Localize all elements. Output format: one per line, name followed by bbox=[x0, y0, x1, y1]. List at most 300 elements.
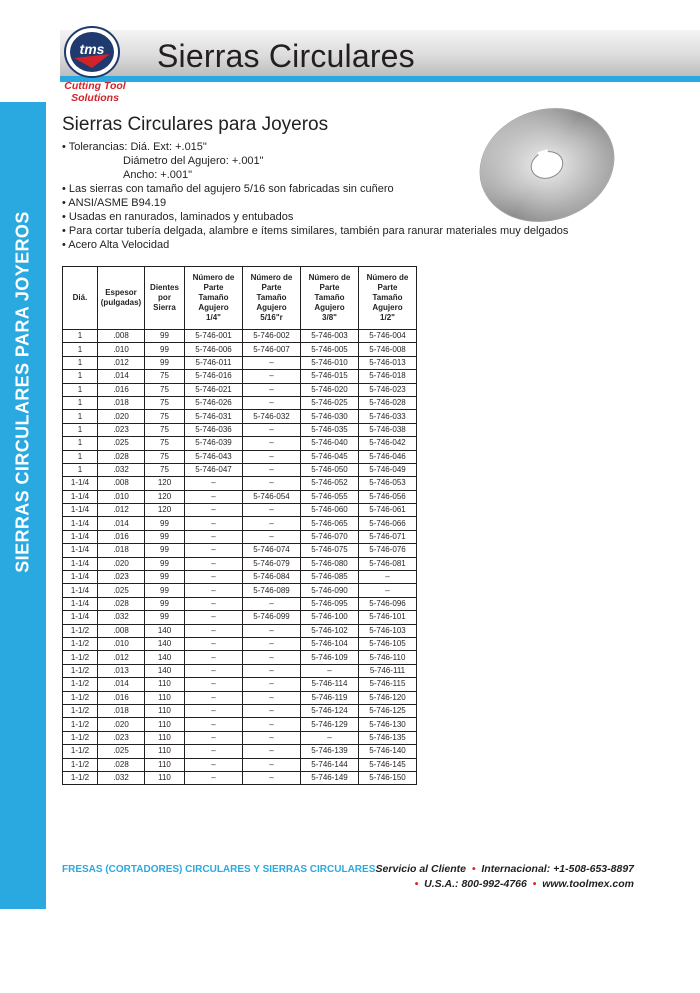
cell-part-5-16: – bbox=[243, 517, 301, 530]
cell-part-1-4: – bbox=[185, 664, 243, 677]
cell-thickness: .032 bbox=[98, 463, 145, 476]
cell-teeth: 75 bbox=[145, 370, 185, 383]
cell-teeth: 140 bbox=[145, 624, 185, 637]
cell-part-3-8: 5-746-060 bbox=[301, 504, 359, 517]
cell-part-5-16: – bbox=[243, 651, 301, 664]
spec-keyway-note: • Las sierras con tamaño del agujero 5/16 son fabricadas sin cuñero bbox=[62, 183, 394, 195]
cell-thickness: .012 bbox=[98, 651, 145, 664]
cell-part-5-16: 5-746-079 bbox=[243, 557, 301, 570]
cell-part-1-2: 5-746-023 bbox=[359, 383, 417, 396]
cell-part-5-16: 5-746-007 bbox=[243, 343, 301, 356]
section-title: Sierras Circulares para Joyeros bbox=[62, 114, 329, 135]
cell-part-1-2: 5-746-033 bbox=[359, 410, 417, 423]
cell-part-1-4: – bbox=[185, 477, 243, 490]
cell-diameter: 1-1/4 bbox=[63, 544, 98, 557]
cell-thickness: .010 bbox=[98, 343, 145, 356]
cell-teeth: 110 bbox=[145, 678, 185, 691]
header-line: Agujero bbox=[314, 303, 345, 312]
cell-part-5-16: 5-746-074 bbox=[243, 544, 301, 557]
cell-part-1-4: – bbox=[185, 530, 243, 543]
cell-part-1-2: 5-746-061 bbox=[359, 504, 417, 517]
parts-table bbox=[62, 266, 417, 785]
cell-diameter: 1-1/2 bbox=[63, 691, 98, 704]
cell-diameter: 1 bbox=[63, 343, 98, 356]
cell-part-1-4: 5-746-006 bbox=[185, 343, 243, 356]
header-part-1-4 bbox=[185, 267, 243, 330]
cell-teeth: 75 bbox=[145, 383, 185, 396]
cell-teeth: 99 bbox=[145, 611, 185, 624]
table-row bbox=[63, 437, 417, 450]
table-row bbox=[63, 624, 417, 637]
cell-part-1-2: 5-746-013 bbox=[359, 356, 417, 369]
table-row bbox=[63, 356, 417, 369]
cell-part-1-2: 5-746-071 bbox=[359, 530, 417, 543]
cell-diameter: 1-1/2 bbox=[63, 745, 98, 758]
cell-thickness: .032 bbox=[98, 771, 145, 784]
header-line: Número de bbox=[308, 273, 351, 282]
cell-thickness: .016 bbox=[98, 691, 145, 704]
cell-part-3-8: 5-746-080 bbox=[301, 557, 359, 570]
cell-part-1-2: 5-746-150 bbox=[359, 771, 417, 784]
spec-standard: • ANSI/ASME B94.19 bbox=[62, 197, 167, 209]
cell-part-1-2: – bbox=[359, 571, 417, 584]
cell-part-3-8: 5-746-052 bbox=[301, 477, 359, 490]
cell-diameter: 1-1/4 bbox=[63, 477, 98, 490]
cell-part-3-8: – bbox=[301, 664, 359, 677]
cell-part-3-8: 5-746-025 bbox=[301, 396, 359, 409]
table-row bbox=[63, 678, 417, 691]
cell-diameter: 1-1/4 bbox=[63, 530, 98, 543]
cell-part-3-8: 5-746-102 bbox=[301, 624, 359, 637]
cell-part-5-16: – bbox=[243, 745, 301, 758]
cell-part-1-2: 5-746-076 bbox=[359, 544, 417, 557]
cell-part-1-4: 5-746-047 bbox=[185, 463, 243, 476]
cell-teeth: 99 bbox=[145, 544, 185, 557]
spec-width: Ancho: +.001" bbox=[123, 169, 193, 181]
cell-thickness: .018 bbox=[98, 396, 145, 409]
footer-international-phone: Internacional: +1-508-653-8897 bbox=[481, 863, 634, 875]
footer-service-label: Servicio al Cliente bbox=[375, 863, 467, 875]
footer-contact bbox=[376, 862, 634, 892]
footer-section-label: FRESAS (CORTADORES) CIRCULARES Y SIERRAS CIRCULARES bbox=[62, 864, 376, 875]
cell-part-5-16: – bbox=[243, 383, 301, 396]
cell-part-3-8: 5-746-065 bbox=[301, 517, 359, 530]
cell-part-3-8: 5-746-070 bbox=[301, 530, 359, 543]
table-header-row bbox=[63, 267, 417, 330]
cell-part-1-4: – bbox=[185, 745, 243, 758]
cell-part-1-2: 5-746-008 bbox=[359, 343, 417, 356]
table-row bbox=[63, 611, 417, 624]
table-row bbox=[63, 704, 417, 717]
cell-part-1-4: 5-746-021 bbox=[185, 383, 243, 396]
cell-diameter: 1-1/2 bbox=[63, 731, 98, 744]
cell-thickness: .012 bbox=[98, 356, 145, 369]
cell-part-1-2: 5-746-066 bbox=[359, 517, 417, 530]
cell-part-5-16: – bbox=[243, 678, 301, 691]
table-row bbox=[63, 410, 417, 423]
cell-part-3-8: 5-746-149 bbox=[301, 771, 359, 784]
cell-part-1-2: 5-746-105 bbox=[359, 637, 417, 650]
cell-part-5-16: – bbox=[243, 624, 301, 637]
cell-part-1-2: 5-746-018 bbox=[359, 370, 417, 383]
cell-part-1-4: 5-746-026 bbox=[185, 396, 243, 409]
table-row bbox=[63, 330, 417, 343]
cell-diameter: 1 bbox=[63, 396, 98, 409]
cell-part-1-4: – bbox=[185, 624, 243, 637]
cell-teeth: 99 bbox=[145, 343, 185, 356]
cell-thickness: .014 bbox=[98, 678, 145, 691]
cell-diameter: 1 bbox=[63, 410, 98, 423]
logo-caption bbox=[60, 80, 130, 104]
header-line: Agujero bbox=[198, 303, 229, 312]
cell-part-1-4: 5-746-011 bbox=[185, 356, 243, 369]
side-label: SIERRAS CIRCULARES PARA JOYEROS bbox=[12, 211, 33, 573]
table-row bbox=[63, 718, 417, 731]
cell-thickness: .028 bbox=[98, 597, 145, 610]
cell-part-5-16: 5-746-099 bbox=[243, 611, 301, 624]
header-part-5-16 bbox=[243, 267, 301, 330]
spec-cutting: • Para cortar tubería delgada, alambre e ítems similares, también para ranurar materiales muy delgados bbox=[62, 225, 569, 237]
cell-diameter: 1 bbox=[63, 450, 98, 463]
header-line: Tamaño bbox=[314, 293, 345, 302]
cell-part-5-16: – bbox=[243, 664, 301, 677]
cell-part-3-8: – bbox=[301, 731, 359, 744]
header-line: Sierra bbox=[153, 303, 176, 312]
cell-part-5-16: – bbox=[243, 704, 301, 717]
header-line: Parte bbox=[261, 283, 282, 292]
cell-diameter: 1-1/2 bbox=[63, 651, 98, 664]
cell-part-1-2: 5-746-046 bbox=[359, 450, 417, 463]
cell-part-1-4: – bbox=[185, 771, 243, 784]
cell-part-1-2: 5-746-125 bbox=[359, 704, 417, 717]
header-line: Agujero bbox=[372, 303, 403, 312]
cell-part-1-2: 5-746-115 bbox=[359, 678, 417, 691]
bullet-icon: • bbox=[468, 863, 479, 875]
cell-part-3-8: 5-746-114 bbox=[301, 678, 359, 691]
cell-thickness: .020 bbox=[98, 718, 145, 731]
cell-thickness: .025 bbox=[98, 745, 145, 758]
cell-thickness: .018 bbox=[98, 544, 145, 557]
cell-part-1-4: – bbox=[185, 517, 243, 530]
header-line: por bbox=[158, 293, 171, 302]
table-row bbox=[63, 504, 417, 517]
cell-teeth: 140 bbox=[145, 664, 185, 677]
cell-thickness: .020 bbox=[98, 410, 145, 423]
cell-part-5-16: – bbox=[243, 450, 301, 463]
cell-diameter: 1-1/4 bbox=[63, 611, 98, 624]
cell-part-3-8: 5-746-040 bbox=[301, 437, 359, 450]
header-line: Tamaño bbox=[372, 293, 403, 302]
spec-tolerance: • Tolerancias: Diá. Ext: +.015" bbox=[62, 141, 207, 153]
cell-part-1-2: 5-746-101 bbox=[359, 611, 417, 624]
cell-part-1-4: – bbox=[185, 678, 243, 691]
table-row bbox=[63, 383, 417, 396]
cell-part-5-16: 5-746-054 bbox=[243, 490, 301, 503]
cell-part-3-8: 5-746-139 bbox=[301, 745, 359, 758]
header-line: Número de bbox=[192, 273, 235, 282]
table-row bbox=[63, 571, 417, 584]
cell-teeth: 110 bbox=[145, 758, 185, 771]
saw-blade-icon bbox=[472, 100, 622, 230]
cell-part-1-2: 5-746-140 bbox=[359, 745, 417, 758]
cell-part-5-16: 5-746-002 bbox=[243, 330, 301, 343]
cell-part-5-16: 5-746-089 bbox=[243, 584, 301, 597]
cell-diameter: 1-1/2 bbox=[63, 624, 98, 637]
cell-teeth: 110 bbox=[145, 691, 185, 704]
cell-teeth: 75 bbox=[145, 463, 185, 476]
cell-teeth: 120 bbox=[145, 477, 185, 490]
cell-part-5-16: – bbox=[243, 437, 301, 450]
cell-part-5-16: – bbox=[243, 504, 301, 517]
cell-part-1-4: – bbox=[185, 718, 243, 731]
cell-teeth: 75 bbox=[145, 410, 185, 423]
cell-part-5-16: – bbox=[243, 758, 301, 771]
header-line: 3/8" bbox=[322, 313, 337, 322]
cell-thickness: .018 bbox=[98, 704, 145, 717]
cell-part-1-2: – bbox=[359, 584, 417, 597]
cell-teeth: 99 bbox=[145, 597, 185, 610]
cell-thickness: .023 bbox=[98, 571, 145, 584]
cell-thickness: .008 bbox=[98, 624, 145, 637]
cell-part-1-2: 5-746-081 bbox=[359, 557, 417, 570]
cell-diameter: 1-1/4 bbox=[63, 517, 98, 530]
cell-part-1-2: 5-746-103 bbox=[359, 624, 417, 637]
table-row bbox=[63, 597, 417, 610]
table-row bbox=[63, 396, 417, 409]
cell-diameter: 1 bbox=[63, 423, 98, 436]
cell-diameter: 1-1/2 bbox=[63, 718, 98, 731]
cell-diameter: 1-1/2 bbox=[63, 637, 98, 650]
header-line: 1/4" bbox=[206, 313, 221, 322]
cell-teeth: 99 bbox=[145, 557, 185, 570]
cell-diameter: 1 bbox=[63, 370, 98, 383]
cell-diameter: 1-1/4 bbox=[63, 584, 98, 597]
header-teeth bbox=[145, 267, 185, 330]
table-body bbox=[63, 330, 417, 785]
cell-thickness: .020 bbox=[98, 557, 145, 570]
cell-thickness: .028 bbox=[98, 758, 145, 771]
spec-usage: • Usadas en ranurados, laminados y entubados bbox=[62, 211, 294, 223]
cell-thickness: .012 bbox=[98, 504, 145, 517]
cell-teeth: 99 bbox=[145, 571, 185, 584]
cell-teeth: 140 bbox=[145, 651, 185, 664]
cell-part-1-2: 5-746-042 bbox=[359, 437, 417, 450]
header-line: Agujero bbox=[256, 303, 287, 312]
cell-diameter: 1 bbox=[63, 356, 98, 369]
cell-diameter: 1 bbox=[63, 437, 98, 450]
cell-part-1-2: 5-746-111 bbox=[359, 664, 417, 677]
cell-part-3-8: 5-746-055 bbox=[301, 490, 359, 503]
cell-thickness: .010 bbox=[98, 490, 145, 503]
cell-part-3-8: 5-746-035 bbox=[301, 423, 359, 436]
cell-part-1-4: – bbox=[185, 584, 243, 597]
table-row bbox=[63, 343, 417, 356]
cell-part-1-4: – bbox=[185, 544, 243, 557]
cell-teeth: 75 bbox=[145, 396, 185, 409]
cell-part-1-4: – bbox=[185, 691, 243, 704]
cell-part-1-2: 5-746-053 bbox=[359, 477, 417, 490]
side-band bbox=[0, 102, 46, 993]
cell-part-1-4: – bbox=[185, 571, 243, 584]
header-line: Parte bbox=[377, 283, 398, 292]
cell-part-1-2: 5-746-096 bbox=[359, 597, 417, 610]
table-row bbox=[63, 477, 417, 490]
cell-part-3-8: 5-746-050 bbox=[301, 463, 359, 476]
footer-usa-phone: U.S.A.: 800-992-4766 bbox=[424, 878, 527, 890]
cell-part-1-4: – bbox=[185, 557, 243, 570]
cell-part-3-8: 5-746-109 bbox=[301, 651, 359, 664]
header-part-1-2 bbox=[359, 267, 417, 330]
cell-part-5-16: – bbox=[243, 356, 301, 369]
cell-part-3-8: 5-746-144 bbox=[301, 758, 359, 771]
cell-thickness: .016 bbox=[98, 530, 145, 543]
cell-thickness: .013 bbox=[98, 664, 145, 677]
cell-teeth: 110 bbox=[145, 731, 185, 744]
table-row bbox=[63, 423, 417, 436]
header-accent-bar bbox=[60, 76, 700, 82]
cell-teeth: 99 bbox=[145, 530, 185, 543]
cell-teeth: 110 bbox=[145, 745, 185, 758]
table-row bbox=[63, 691, 417, 704]
cell-diameter: 1-1/4 bbox=[63, 571, 98, 584]
cell-diameter: 1-1/2 bbox=[63, 771, 98, 784]
footer-website-link[interactable]: www.toolmex.com bbox=[542, 878, 634, 890]
cell-diameter: 1 bbox=[63, 383, 98, 396]
cell-teeth: 110 bbox=[145, 771, 185, 784]
cell-part-1-4: – bbox=[185, 704, 243, 717]
cell-part-1-4: – bbox=[185, 651, 243, 664]
header-line: Tamaño bbox=[198, 293, 229, 302]
table-row bbox=[63, 450, 417, 463]
cell-part-5-16: – bbox=[243, 530, 301, 543]
cell-part-1-2: 5-746-145 bbox=[359, 758, 417, 771]
cell-part-3-8: 5-746-020 bbox=[301, 383, 359, 396]
table-row bbox=[63, 664, 417, 677]
cell-part-1-4: 5-746-036 bbox=[185, 423, 243, 436]
cell-part-1-2: 5-746-135 bbox=[359, 731, 417, 744]
page-title: Sierras Circulares bbox=[157, 38, 415, 74]
header-line: (pulgadas) bbox=[100, 298, 142, 307]
cell-teeth: 75 bbox=[145, 437, 185, 450]
cell-teeth: 99 bbox=[145, 356, 185, 369]
cell-part-1-2: 5-746-004 bbox=[359, 330, 417, 343]
cell-part-5-16: – bbox=[243, 463, 301, 476]
cell-teeth: 120 bbox=[145, 504, 185, 517]
tms-logo bbox=[62, 24, 122, 80]
cell-part-1-2: 5-746-120 bbox=[359, 691, 417, 704]
cell-teeth: 75 bbox=[145, 450, 185, 463]
spec-bore-diameter: Diámetro del Agujero: +.001" bbox=[123, 155, 264, 167]
cell-part-3-8: 5-746-005 bbox=[301, 343, 359, 356]
cell-part-1-4: – bbox=[185, 597, 243, 610]
cell-thickness: .014 bbox=[98, 517, 145, 530]
cell-part-1-4: – bbox=[185, 611, 243, 624]
cell-part-1-4: 5-746-016 bbox=[185, 370, 243, 383]
cell-diameter: 1-1/2 bbox=[63, 664, 98, 677]
cell-part-3-8: 5-746-119 bbox=[301, 691, 359, 704]
cell-thickness: .014 bbox=[98, 370, 145, 383]
cell-part-1-4: – bbox=[185, 490, 243, 503]
bullet-icon: • bbox=[414, 878, 422, 890]
header-part-3-8 bbox=[301, 267, 359, 330]
header-line: 1/2" bbox=[380, 313, 395, 322]
cell-part-1-2: 5-746-130 bbox=[359, 718, 417, 731]
table-row bbox=[63, 758, 417, 771]
cell-thickness: .008 bbox=[98, 477, 145, 490]
table-row bbox=[63, 771, 417, 784]
cell-part-1-4: – bbox=[185, 758, 243, 771]
cell-thickness: .032 bbox=[98, 611, 145, 624]
cell-diameter: 1 bbox=[63, 463, 98, 476]
cell-diameter: 1-1/4 bbox=[63, 504, 98, 517]
cell-diameter: 1 bbox=[63, 330, 98, 343]
logo-text: tms bbox=[79, 41, 105, 57]
header-line: Espesor bbox=[105, 288, 137, 297]
cell-diameter: 1-1/2 bbox=[63, 704, 98, 717]
table-row bbox=[63, 584, 417, 597]
cell-teeth: 110 bbox=[145, 718, 185, 731]
circular-saw-blade-image bbox=[472, 100, 622, 235]
page-number: 132 bbox=[12, 978, 34, 993]
logo-caption-line2: Solutions bbox=[71, 92, 119, 104]
cell-part-5-16: – bbox=[243, 718, 301, 731]
cell-part-1-2: 5-746-056 bbox=[359, 490, 417, 503]
cell-part-5-16: – bbox=[243, 396, 301, 409]
cell-part-3-8: 5-746-085 bbox=[301, 571, 359, 584]
cell-thickness: .025 bbox=[98, 584, 145, 597]
cell-thickness: .023 bbox=[98, 731, 145, 744]
cell-teeth: 99 bbox=[145, 330, 185, 343]
cell-part-5-16: – bbox=[243, 597, 301, 610]
table-row bbox=[63, 530, 417, 543]
cell-part-1-4: 5-746-043 bbox=[185, 450, 243, 463]
table-row bbox=[63, 557, 417, 570]
cell-part-3-8: 5-746-104 bbox=[301, 637, 359, 650]
cell-part-1-2: 5-746-110 bbox=[359, 651, 417, 664]
cell-part-1-4: – bbox=[185, 731, 243, 744]
header-line: Dientes bbox=[150, 283, 179, 292]
cell-thickness: .008 bbox=[98, 330, 145, 343]
cell-teeth: 75 bbox=[145, 423, 185, 436]
cell-part-3-8: 5-746-015 bbox=[301, 370, 359, 383]
cell-teeth: 120 bbox=[145, 490, 185, 503]
cell-diameter: 1-1/2 bbox=[63, 678, 98, 691]
cell-part-5-16: 5-746-084 bbox=[243, 571, 301, 584]
cell-part-3-8: 5-746-095 bbox=[301, 597, 359, 610]
cell-teeth: 99 bbox=[145, 584, 185, 597]
header-line: Parte bbox=[319, 283, 340, 292]
table-row bbox=[63, 463, 417, 476]
cell-thickness: .028 bbox=[98, 450, 145, 463]
cell-part-3-8: 5-746-090 bbox=[301, 584, 359, 597]
table-row bbox=[63, 651, 417, 664]
cell-diameter: 1-1/4 bbox=[63, 597, 98, 610]
cell-part-1-4: – bbox=[185, 637, 243, 650]
cell-diameter: 1-1/2 bbox=[63, 758, 98, 771]
cell-part-3-8: 5-746-100 bbox=[301, 611, 359, 624]
cell-part-5-16: – bbox=[243, 691, 301, 704]
cell-part-3-8: 5-746-030 bbox=[301, 410, 359, 423]
cell-part-3-8: 5-746-129 bbox=[301, 718, 359, 731]
cell-part-3-8: 5-746-010 bbox=[301, 356, 359, 369]
tms-shield-logo-icon bbox=[62, 24, 122, 80]
cell-teeth: 140 bbox=[145, 637, 185, 650]
header-line: Número de bbox=[366, 273, 409, 282]
cell-part-5-16: – bbox=[243, 731, 301, 744]
cell-part-5-16: – bbox=[243, 477, 301, 490]
cell-part-5-16: – bbox=[243, 771, 301, 784]
cell-thickness: .016 bbox=[98, 383, 145, 396]
